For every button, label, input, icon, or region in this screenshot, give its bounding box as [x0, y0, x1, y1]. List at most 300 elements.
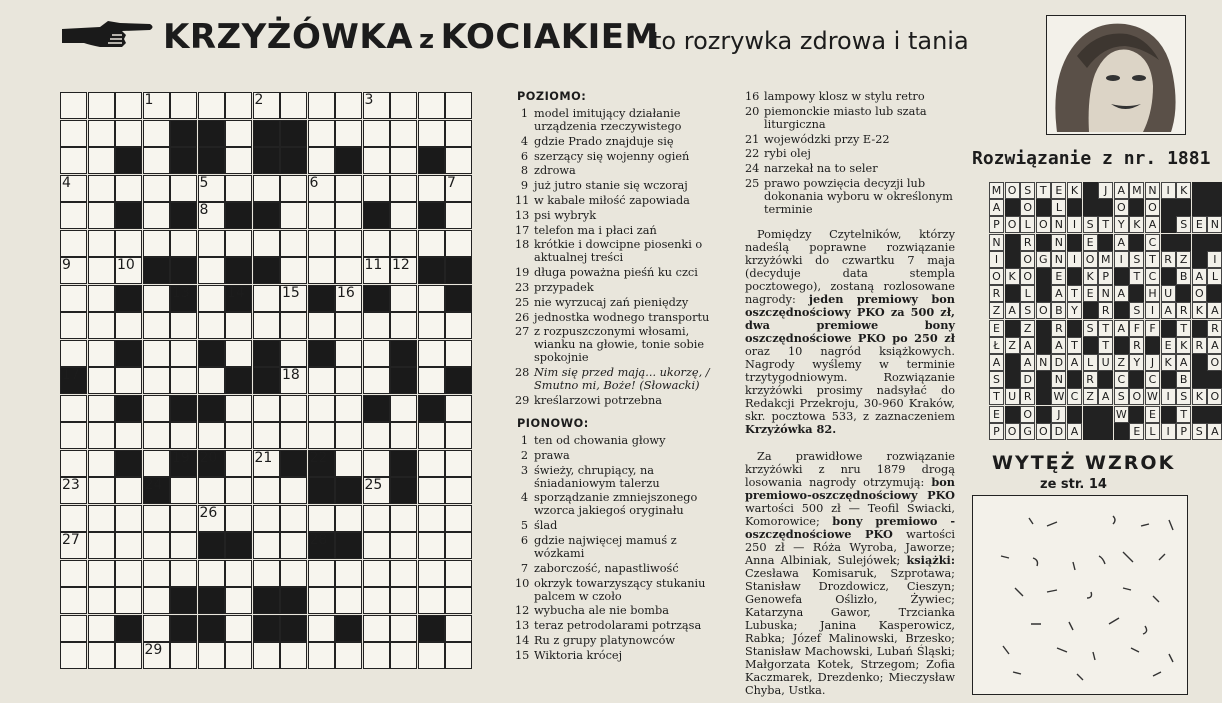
- clue-text: przypadek: [534, 280, 594, 294]
- crossword-cell[interactable]: [280, 395, 307, 422]
- crossword-cell[interactable]: [88, 450, 115, 477]
- crossword-cell[interactable]: [363, 560, 390, 587]
- crossword-cell[interactable]: [60, 587, 87, 614]
- crossword-cell[interactable]: [390, 560, 417, 587]
- clue-text: sporządzanie zmniejszonego wzorca jakiegoś oryginału: [534, 491, 698, 518]
- crossword-cell[interactable]: [308, 560, 335, 587]
- crossword-cell[interactable]: [363, 642, 390, 669]
- crossword-cell[interactable]: [390, 532, 417, 559]
- crossword-cell[interactable]: [225, 560, 252, 587]
- crossword-cell[interactable]: [335, 642, 362, 669]
- crossword-cell[interactable]: [143, 147, 170, 174]
- crossword-cell[interactable]: [418, 367, 445, 394]
- crossword-cell[interactable]: [418, 587, 445, 614]
- crossword-cell[interactable]: [170, 532, 197, 559]
- crossword-cell[interactable]: [88, 340, 115, 367]
- crossword-cell[interactable]: [198, 477, 225, 504]
- winners-prize-1: bon premiowo-oszczędnościowy PKO: [745, 474, 955, 502]
- crossword-cell[interactable]: [225, 422, 252, 449]
- crossword-cell[interactable]: [418, 92, 445, 119]
- rules-prizes: jeden premiowy bon oszczędnościowy PKO za 500 zł, dwa premiowe bony oszczędnościowe PKO po 250 zł: [745, 291, 956, 345]
- crossword-cell[interactable]: [60, 450, 87, 477]
- crossword-block: [363, 285, 390, 312]
- crossword-cell[interactable]: [225, 312, 252, 339]
- solution-letter: Z: [1176, 251, 1191, 268]
- crossword-cell[interactable]: [308, 312, 335, 339]
- crossword-cell[interactable]: [335, 257, 362, 284]
- crossword-cell[interactable]: [335, 505, 362, 532]
- solution-letter: P: [989, 423, 1004, 440]
- crossword-block: [335, 532, 362, 559]
- crossword-cell[interactable]: [143, 615, 170, 642]
- crossword-cell[interactable]: [308, 92, 335, 119]
- crossword-cell[interactable]: [170, 422, 197, 449]
- crossword-cell[interactable]: [88, 312, 115, 339]
- crossword-cell[interactable]: [143, 587, 170, 614]
- clue-number: 13: [515, 208, 530, 222]
- solution-letter: R: [1098, 302, 1113, 319]
- crossword-cell[interactable]: [115, 505, 142, 532]
- crossword-cell[interactable]: [418, 477, 445, 504]
- crossword-cell[interactable]: [225, 477, 252, 504]
- crossword-cell[interactable]: [170, 92, 197, 119]
- crossword-cell[interactable]: [390, 230, 417, 257]
- crossword-cell[interactable]: [418, 450, 445, 477]
- crossword-cell[interactable]: [198, 285, 225, 312]
- clue-number: 9: [62, 257, 71, 273]
- crossword-cell[interactable]: [308, 422, 335, 449]
- crossword-cell[interactable]: [170, 477, 197, 504]
- crossword-cell[interactable]: [88, 642, 115, 669]
- crossword-cell[interactable]: [363, 615, 390, 642]
- crossword-cell[interactable]: [363, 175, 390, 202]
- clue-text: telefon ma i płaci zań: [534, 223, 657, 237]
- rules-text-2: oraz 10 nagród książkowych. Nagrody wyślemy w terminie trzytygodniowym. Rozwiązanie krzyżówki prosimy nadsyłać do Redakcji Przekroju, 30-960 Kraków, skr. pocztowa 533, z zaznaczeniem: [745, 344, 955, 423]
- solution-letter: A: [1051, 337, 1066, 354]
- crossword-block: [390, 340, 417, 367]
- crossword-cell[interactable]: [280, 230, 307, 257]
- solution-block: [1161, 234, 1176, 251]
- portrait-photo: [1046, 15, 1186, 135]
- crossword-cell[interactable]: [115, 642, 142, 669]
- crossword-cell[interactable]: [390, 505, 417, 532]
- crossword-block: [115, 450, 142, 477]
- crossword-cell[interactable]: [170, 340, 197, 367]
- crossword-cell[interactable]: [88, 532, 115, 559]
- crossword-cell[interactable]: [88, 257, 115, 284]
- crossword-cell[interactable]: [335, 367, 362, 394]
- crossword-cell[interactable]: [198, 257, 225, 284]
- crossword-cell[interactable]: [170, 505, 197, 532]
- crossword-cell[interactable]: [445, 422, 472, 449]
- clue-number: 8: [520, 164, 528, 178]
- crossword-cell[interactable]: [225, 92, 252, 119]
- solution-block: [1098, 371, 1113, 388]
- crossword-cell[interactable]: [88, 202, 115, 229]
- crossword-cell[interactable]: [335, 312, 362, 339]
- solution-letter: A: [1020, 337, 1035, 354]
- solution-letter: R: [989, 285, 1004, 302]
- crossword-cell[interactable]: [363, 147, 390, 174]
- crossword-cell[interactable]: [445, 532, 472, 559]
- crossword-block: [418, 615, 445, 642]
- crossword-cell[interactable]: [363, 120, 390, 147]
- crossword-cell[interactable]: [88, 615, 115, 642]
- crossword-cell[interactable]: [445, 230, 472, 257]
- crossword-cell[interactable]: [225, 175, 252, 202]
- crossword-cell[interactable]: [225, 147, 252, 174]
- crossword-cell[interactable]: [445, 147, 472, 174]
- crossword-cell[interactable]: [225, 340, 252, 367]
- crossword-cell[interactable]: [390, 147, 417, 174]
- solution-letter: R: [1020, 234, 1035, 251]
- crossword-cell[interactable]: [253, 230, 280, 257]
- crossword-cell[interactable]: [170, 560, 197, 587]
- crossword-cell[interactable]: [143, 532, 170, 559]
- crossword-cell[interactable]: [445, 642, 472, 669]
- crossword-cell[interactable]: [445, 450, 472, 477]
- solution-letter: G: [1036, 251, 1051, 268]
- crossword-cell[interactable]: [335, 450, 362, 477]
- solution-letter: I: [1114, 251, 1129, 268]
- crossword-cell[interactable]: [88, 477, 115, 504]
- solution-block: [1036, 337, 1051, 354]
- crossword-cell[interactable]: [115, 560, 142, 587]
- crossword-block: [253, 340, 280, 367]
- crossword-cell[interactable]: [308, 147, 335, 174]
- crossword-cell[interactable]: [418, 230, 445, 257]
- crossword-cell[interactable]: [225, 587, 252, 614]
- crossword-cell[interactable]: [115, 367, 142, 394]
- crossword-cell[interactable]: [253, 285, 280, 312]
- crossword-cell[interactable]: [60, 120, 87, 147]
- crossword-cell[interactable]: [143, 367, 170, 394]
- crossword-cell[interactable]: [445, 395, 472, 422]
- crossword-cell[interactable]: [280, 202, 307, 229]
- crossword-cell[interactable]: [308, 615, 335, 642]
- crossword-cell[interactable]: [445, 202, 472, 229]
- crossword-cell[interactable]: [390, 92, 417, 119]
- clue-number: 9: [520, 179, 528, 193]
- crossword-cell[interactable]: [143, 560, 170, 587]
- crossword-cell[interactable]: [363, 450, 390, 477]
- crossword-cell[interactable]: [88, 422, 115, 449]
- crossword-cell[interactable]: [143, 505, 170, 532]
- crossword-cell[interactable]: [335, 92, 362, 119]
- crossword-cell[interactable]: [253, 532, 280, 559]
- crossword-cell[interactable]: [88, 175, 115, 202]
- crossword-cell[interactable]: [418, 285, 445, 312]
- clue-number: 11: [364, 257, 383, 273]
- solution-letter: A: [1020, 354, 1035, 371]
- crossword-cell[interactable]: [143, 175, 170, 202]
- crossword-cell[interactable]: [60, 505, 87, 532]
- crossword-cell[interactable]: [335, 120, 362, 147]
- crossword-cell[interactable]: [60, 147, 87, 174]
- crossword-cell[interactable]: [390, 587, 417, 614]
- clue-text: krótkie i dowcipne piosenki o aktualnej treści: [534, 238, 703, 265]
- solution-letter: R: [1161, 251, 1176, 268]
- solution-block: [1161, 320, 1176, 337]
- clue-number: 24: [745, 162, 760, 176]
- crossword-cell[interactable]: [143, 450, 170, 477]
- clue-text: prawo powzięcia decyzji lub dokonania wyboru w określonym terminie: [764, 176, 953, 216]
- crossword-cell[interactable]: [170, 642, 197, 669]
- crossword-cell[interactable]: [445, 560, 472, 587]
- solution-block: [1067, 406, 1082, 423]
- pointing-hand-icon: [60, 15, 155, 53]
- crossword-cell[interactable]: [88, 560, 115, 587]
- crossword-cell[interactable]: [253, 395, 280, 422]
- crossword-cell[interactable]: [60, 615, 87, 642]
- crossword-cell[interactable]: [280, 340, 307, 367]
- crossword-cell[interactable]: [88, 230, 115, 257]
- crossword-cell[interactable]: [225, 505, 252, 532]
- solution-block: [1036, 388, 1051, 405]
- crossword-cell[interactable]: [390, 642, 417, 669]
- crossword-cell[interactable]: [418, 532, 445, 559]
- crossword-cell[interactable]: [335, 230, 362, 257]
- crossword-cell[interactable]: [198, 642, 225, 669]
- crossword-cell[interactable]: [445, 505, 472, 532]
- crossword-cell[interactable]: [60, 230, 87, 257]
- crossword-block: [170, 395, 197, 422]
- crossword-cell[interactable]: [390, 422, 417, 449]
- crossword-cell[interactable]: [170, 175, 197, 202]
- crossword-cell[interactable]: [115, 120, 142, 147]
- crossword-cell[interactable]: [390, 615, 417, 642]
- solution-letter: L: [1051, 199, 1066, 216]
- crossword-cell[interactable]: [60, 395, 87, 422]
- solution-letter: I: [1145, 302, 1160, 319]
- crossword-cell[interactable]: [143, 422, 170, 449]
- crossword-cell[interactable]: [335, 175, 362, 202]
- crossword-block: [308, 340, 335, 367]
- crossword-cell[interactable]: [225, 395, 252, 422]
- crossword-cell[interactable]: [143, 285, 170, 312]
- crossword-cell[interactable]: [225, 230, 252, 257]
- crossword-cell[interactable]: [418, 312, 445, 339]
- crossword-cell[interactable]: [335, 202, 362, 229]
- clue-text: szerzący się wojenny ogień: [534, 149, 690, 163]
- crossword-cell[interactable]: [253, 642, 280, 669]
- solution-letter: E: [989, 406, 1004, 423]
- crossword-cell[interactable]: [170, 367, 197, 394]
- solution-letter: A: [1145, 216, 1160, 233]
- solution-letter: W: [1145, 388, 1160, 405]
- crossword-cell[interactable]: [418, 505, 445, 532]
- crossword-cell[interactable]: [280, 477, 307, 504]
- crossword-cell[interactable]: [418, 340, 445, 367]
- crossword-cell[interactable]: [390, 202, 417, 229]
- crossword-cell[interactable]: [88, 395, 115, 422]
- crossword-cell[interactable]: [308, 505, 335, 532]
- crossword-block: [225, 532, 252, 559]
- crossword-cell[interactable]: [363, 422, 390, 449]
- crossword-cell[interactable]: [253, 560, 280, 587]
- solution-letter: Ł: [989, 337, 1004, 354]
- crossword-cell[interactable]: [445, 587, 472, 614]
- solution-block: [1176, 234, 1191, 251]
- crossword-cell[interactable]: [253, 175, 280, 202]
- crossword-cell[interactable]: [308, 202, 335, 229]
- crossword-cell[interactable]: [60, 202, 87, 229]
- solution-block: [1192, 354, 1207, 371]
- crossword-cell[interactable]: [390, 120, 417, 147]
- solution-letter: M: [1129, 182, 1144, 199]
- crossword-cell[interactable]: [198, 422, 225, 449]
- crossword-cell[interactable]: [280, 560, 307, 587]
- crossword-cell[interactable]: [308, 395, 335, 422]
- crossword-block: [280, 147, 307, 174]
- crossword-cell[interactable]: [390, 285, 417, 312]
- crossword-cell[interactable]: [363, 505, 390, 532]
- crossword-cell[interactable]: [88, 92, 115, 119]
- solution-letter: G: [1020, 423, 1035, 440]
- crossword-cell[interactable]: [143, 120, 170, 147]
- crossword-cell[interactable]: [60, 422, 87, 449]
- crossword-cell[interactable]: [143, 312, 170, 339]
- clue-number: 29: [144, 642, 163, 658]
- crossword-cell[interactable]: [335, 395, 362, 422]
- crossword-cell[interactable]: [335, 560, 362, 587]
- crossword-cell[interactable]: [198, 230, 225, 257]
- clue-item: [515, 449, 727, 462]
- crossword-cell[interactable]: [280, 505, 307, 532]
- crossword-cell[interactable]: [143, 202, 170, 229]
- crossword-cell[interactable]: [60, 560, 87, 587]
- solution-letter: N: [1036, 354, 1051, 371]
- crossword-cell[interactable]: [418, 422, 445, 449]
- crossword-cell[interactable]: [390, 312, 417, 339]
- crossword-cell[interactable]: [363, 340, 390, 367]
- crossword-cell[interactable]: [115, 477, 142, 504]
- crossword-cell[interactable]: [445, 477, 472, 504]
- crossword-cell[interactable]: [363, 587, 390, 614]
- crossword-cell[interactable]: [280, 312, 307, 339]
- crossword-cell[interactable]: [170, 230, 197, 257]
- crossword-cell[interactable]: [115, 587, 142, 614]
- crossword-cell[interactable]: [198, 312, 225, 339]
- crossword-cell[interactable]: [143, 395, 170, 422]
- crossword-cell[interactable]: [445, 92, 472, 119]
- solution-letter: K: [1161, 354, 1176, 371]
- crossword-cell[interactable]: [143, 230, 170, 257]
- crossword-cell[interactable]: [115, 230, 142, 257]
- crossword-block: [170, 615, 197, 642]
- crossword-cell[interactable]: [170, 312, 197, 339]
- crossword-cell[interactable]: [363, 230, 390, 257]
- crossword-cell[interactable]: [253, 312, 280, 339]
- crossword-cell[interactable]: [308, 367, 335, 394]
- crossword-cell[interactable]: [88, 367, 115, 394]
- spot-puzzle-image: [972, 495, 1188, 695]
- crossword-cell[interactable]: [198, 92, 225, 119]
- solution-letter: H: [1145, 285, 1160, 302]
- clue-text: już jutro stanie się wczoraj: [534, 179, 688, 193]
- crossword-cell[interactable]: [308, 257, 335, 284]
- crossword-cell[interactable]: [60, 642, 87, 669]
- solution-letter: N: [989, 234, 1004, 251]
- crossword-block: [115, 147, 142, 174]
- crossword-cell[interactable]: [445, 312, 472, 339]
- crossword-cell[interactable]: [418, 642, 445, 669]
- crossword-cell[interactable]: [390, 395, 417, 422]
- crossword-cell[interactable]: [225, 120, 252, 147]
- crossword-cell[interactable]: [418, 175, 445, 202]
- crossword-cell[interactable]: [88, 505, 115, 532]
- solution-letter: N: [1051, 216, 1066, 233]
- crossword-cell[interactable]: [88, 587, 115, 614]
- crossword-cell[interactable]: [253, 477, 280, 504]
- crossword-cell[interactable]: [335, 422, 362, 449]
- crossword-cell[interactable]: [445, 340, 472, 367]
- crossword-cell[interactable]: [390, 175, 417, 202]
- crossword-cell[interactable]: [308, 587, 335, 614]
- crossword-cell[interactable]: [280, 175, 307, 202]
- crossword-cell[interactable]: [115, 312, 142, 339]
- solution-letter: Z: [989, 302, 1004, 319]
- winners-intro: Za prawidłowe rozwiązanie krzyżówki z nru 1879 drogą losowania nagrody otrzymują:: [745, 449, 955, 489]
- crossword-cell[interactable]: [198, 367, 225, 394]
- clue-number: 12: [515, 604, 530, 618]
- crossword-cell[interactable]: [418, 120, 445, 147]
- crossword-cell[interactable]: [335, 340, 362, 367]
- crossword-cell[interactable]: [115, 175, 142, 202]
- crossword-cell[interactable]: [60, 92, 87, 119]
- crossword-cell[interactable]: [60, 340, 87, 367]
- crossword-cell[interactable]: [280, 422, 307, 449]
- crossword-cell[interactable]: [363, 367, 390, 394]
- crossword-cell[interactable]: [308, 230, 335, 257]
- crossword-cell[interactable]: [115, 92, 142, 119]
- crossword-cell[interactable]: [280, 642, 307, 669]
- crossword-cell[interactable]: [198, 560, 225, 587]
- crossword-cell[interactable]: [225, 450, 252, 477]
- solution-letter: T: [1067, 337, 1082, 354]
- crossword-cell[interactable]: [88, 285, 115, 312]
- crossword-cell[interactable]: [308, 642, 335, 669]
- crossword-cell[interactable]: [60, 312, 87, 339]
- crossword-cell[interactable]: [88, 120, 115, 147]
- crossword-cell[interactable]: [280, 532, 307, 559]
- crossword-cell[interactable]: [280, 257, 307, 284]
- crossword-cell[interactable]: [225, 642, 252, 669]
- clue-text: długa poważna pieśń ku czci: [534, 266, 698, 280]
- solution-block: [1036, 320, 1051, 337]
- crossword-cell[interactable]: [445, 615, 472, 642]
- crossword-cell[interactable]: [88, 147, 115, 174]
- crossword-cell[interactable]: [308, 120, 335, 147]
- crossword-cell[interactable]: [418, 560, 445, 587]
- crossword-cell[interactable]: [253, 422, 280, 449]
- solution-letter: E: [1129, 423, 1144, 440]
- crossword-cell[interactable]: [363, 312, 390, 339]
- solution-block: [1114, 302, 1129, 319]
- crossword-cell[interactable]: [60, 285, 87, 312]
- crossword-cell[interactable]: [280, 92, 307, 119]
- clue-number: 23: [515, 280, 530, 294]
- crossword-cell[interactable]: [115, 532, 142, 559]
- crossword-cell[interactable]: [115, 422, 142, 449]
- crossword-cell[interactable]: [143, 340, 170, 367]
- crossword-cell[interactable]: [363, 532, 390, 559]
- crossword-cell[interactable]: [253, 505, 280, 532]
- crossword-cell[interactable]: [225, 615, 252, 642]
- solution-block: [1129, 406, 1144, 423]
- crossword-cell[interactable]: [445, 120, 472, 147]
- crossword-cell[interactable]: [335, 587, 362, 614]
